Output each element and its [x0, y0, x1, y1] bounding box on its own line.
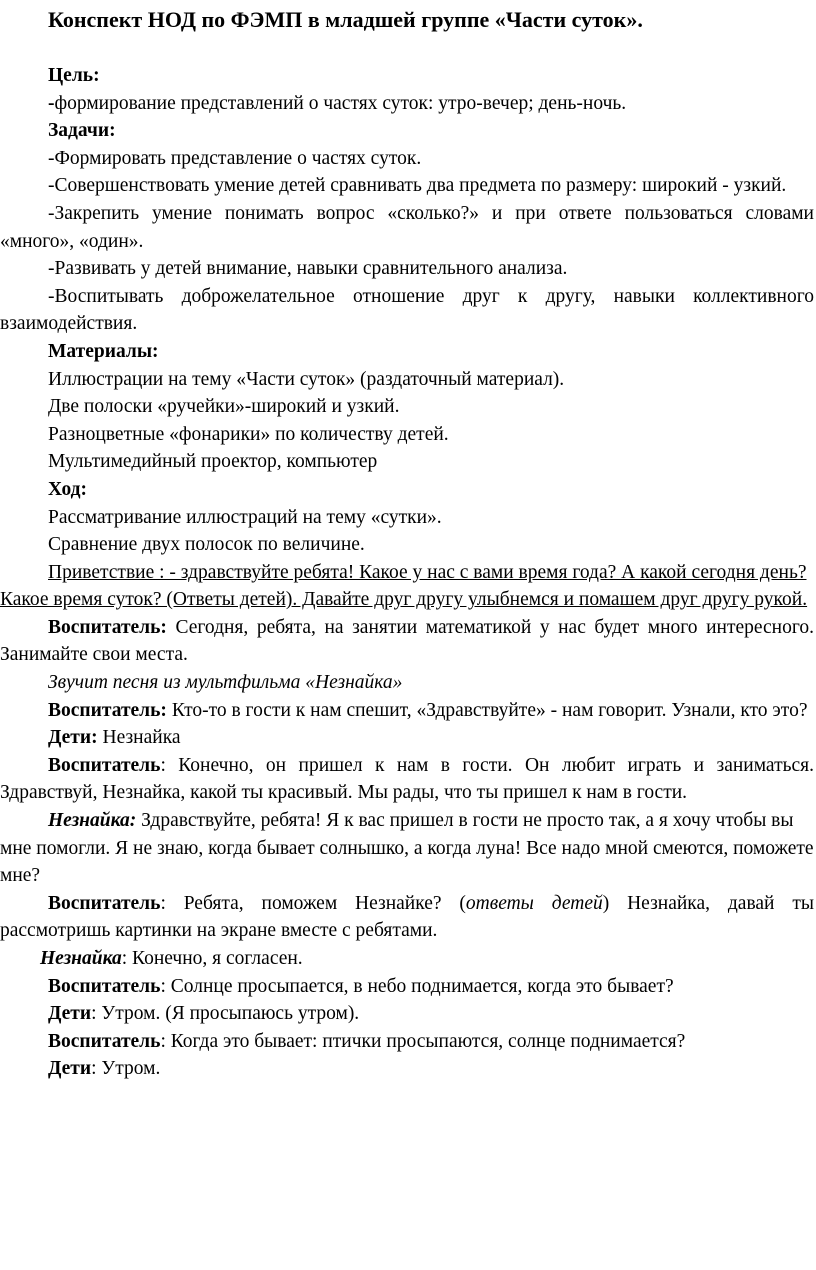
dialogue-line [0, 890, 814, 945]
dialogue-line [0, 973, 814, 1001]
material-item: Мультимедийный проектор, компьютер [48, 451, 378, 473]
dialogue-text: Незнайка [97, 727, 181, 749]
speaker-label: Воспитатель: [48, 616, 167, 638]
task-item: -Совершенствовать умение детей сравнивать два предмета по размеру: широкий - узкий. [48, 175, 787, 197]
dialogue-line [0, 724, 814, 752]
dialogue-line [0, 697, 814, 725]
goal-dash: - [48, 92, 55, 114]
dialogue-italic: ответы детей [465, 892, 603, 914]
greeting-text: Приветствие : - здравствуйте ребята! Какое у нас с вами время года? А какой сегодня день? Какое время суток? (Ответы детей). Давайте друг другу улыбнемся и помашем друг другу рукой. [0, 561, 808, 611]
speaker-label: Воспитатель: [48, 699, 167, 721]
course-item: Сравнение двух полосок по величине. [48, 534, 365, 556]
dialogue-text: : Солнце просыпается, в небо поднимается, когда это бывает? [160, 975, 674, 997]
dialogue-text: : Утром. [91, 1058, 161, 1080]
task-item: -Воспитывать доброжелательное отношение друг к другу, навыки коллективного взаимодействия. [0, 285, 814, 335]
song-note: Звучит песня из мультфильма «Незнайка» [48, 672, 403, 694]
speaker-label: Дети [48, 1058, 92, 1080]
speaker-label: Воспитатель [48, 754, 161, 776]
speaker-label: Незнайка: [48, 810, 137, 832]
dialogue-text: : Утром. (Я просыпаюсь утром). [91, 1003, 360, 1025]
speaker-label: Незнайка [40, 948, 122, 969]
dialogue-line [0, 614, 814, 669]
dialogue-line [0, 752, 814, 807]
course-heading: Ход: [48, 478, 88, 500]
material-item: Две полоски «ручейки»-широкий и узкий. [48, 396, 400, 418]
dialogue-line [0, 807, 814, 890]
goal-text [0, 90, 814, 118]
task-item: -Развивать у детей внимание, навыки сравнительного анализа. [48, 258, 568, 280]
dialogue-text: ) Незнайка, давай ты рассмотришь картинки на экране вместе с ребятами. [0, 892, 814, 942]
tasks-heading: Задачи: [48, 120, 116, 142]
goal-body: формирование представлений о частях суток: утро-вечер; день-ночь. [54, 92, 627, 114]
dialogue-line [0, 945, 814, 973]
speaker-label: Дети [48, 1003, 92, 1025]
dialogue-text: Кто-то в гости к нам спешит, «Здравствуйте» - нам говорит. Узнали, кто это? [166, 699, 808, 721]
material-item: Иллюстрации на тему «Части суток» (раздаточный материал). [48, 368, 565, 390]
dialogue-line [0, 1055, 814, 1083]
speaker-label: Воспитатель [48, 1030, 161, 1052]
materials-heading: Материалы: [48, 340, 159, 362]
page-title: Конспект НОД по ФЭМП в младшей группе «Части суток». [48, 7, 643, 32]
dialogue-line [0, 1028, 814, 1056]
material-item: Разноцветные «фонарики» по количеству детей. [48, 423, 449, 445]
course-item: Рассматривание иллюстраций на тему «сутки». [48, 506, 442, 528]
dialogue-text: : Конечно, я согласен. [121, 948, 303, 969]
speaker-label: Воспитатель [48, 892, 161, 914]
speaker-label: Воспитатель [48, 975, 161, 997]
task-item: -Закрепить умение понимать вопрос «сколько?» и при ответе пользоваться словами «много», «один». [0, 202, 814, 252]
document-body [0, 62, 814, 1083]
dialogue-text: : Конечно, он пришел к нам в гости. Он любит играть и заниматься. Здравствуй, Незнайка, какой ты красивый. Мы рады, что ты пришел к нам в гости. [0, 754, 814, 804]
dialogue-text: : Ребята, поможем Незнайке? ( [160, 892, 466, 914]
goal-heading: Цель: [48, 65, 100, 86]
dialogue-text: Здравствуйте, ребята! Я к вас пришел в гости не просто так, а я хочу чтобы вы мне помогли. Я не знаю, когда бывает солнышко, а когда луна! Все надо мной смеются, поможете мне? [0, 810, 814, 887]
dialogue-line [0, 1000, 814, 1028]
task-item: -Формировать представление о частях суток. [48, 147, 422, 169]
speaker-label: Дети: [48, 727, 98, 749]
dialogue-text: Сегодня, ребята, на занятии математикой у нас будет много интересного. Занимайте свои места. [0, 616, 814, 666]
dialogue-text: : Когда это бывает: птички просыпаются, солнце поднимается? [160, 1030, 686, 1052]
